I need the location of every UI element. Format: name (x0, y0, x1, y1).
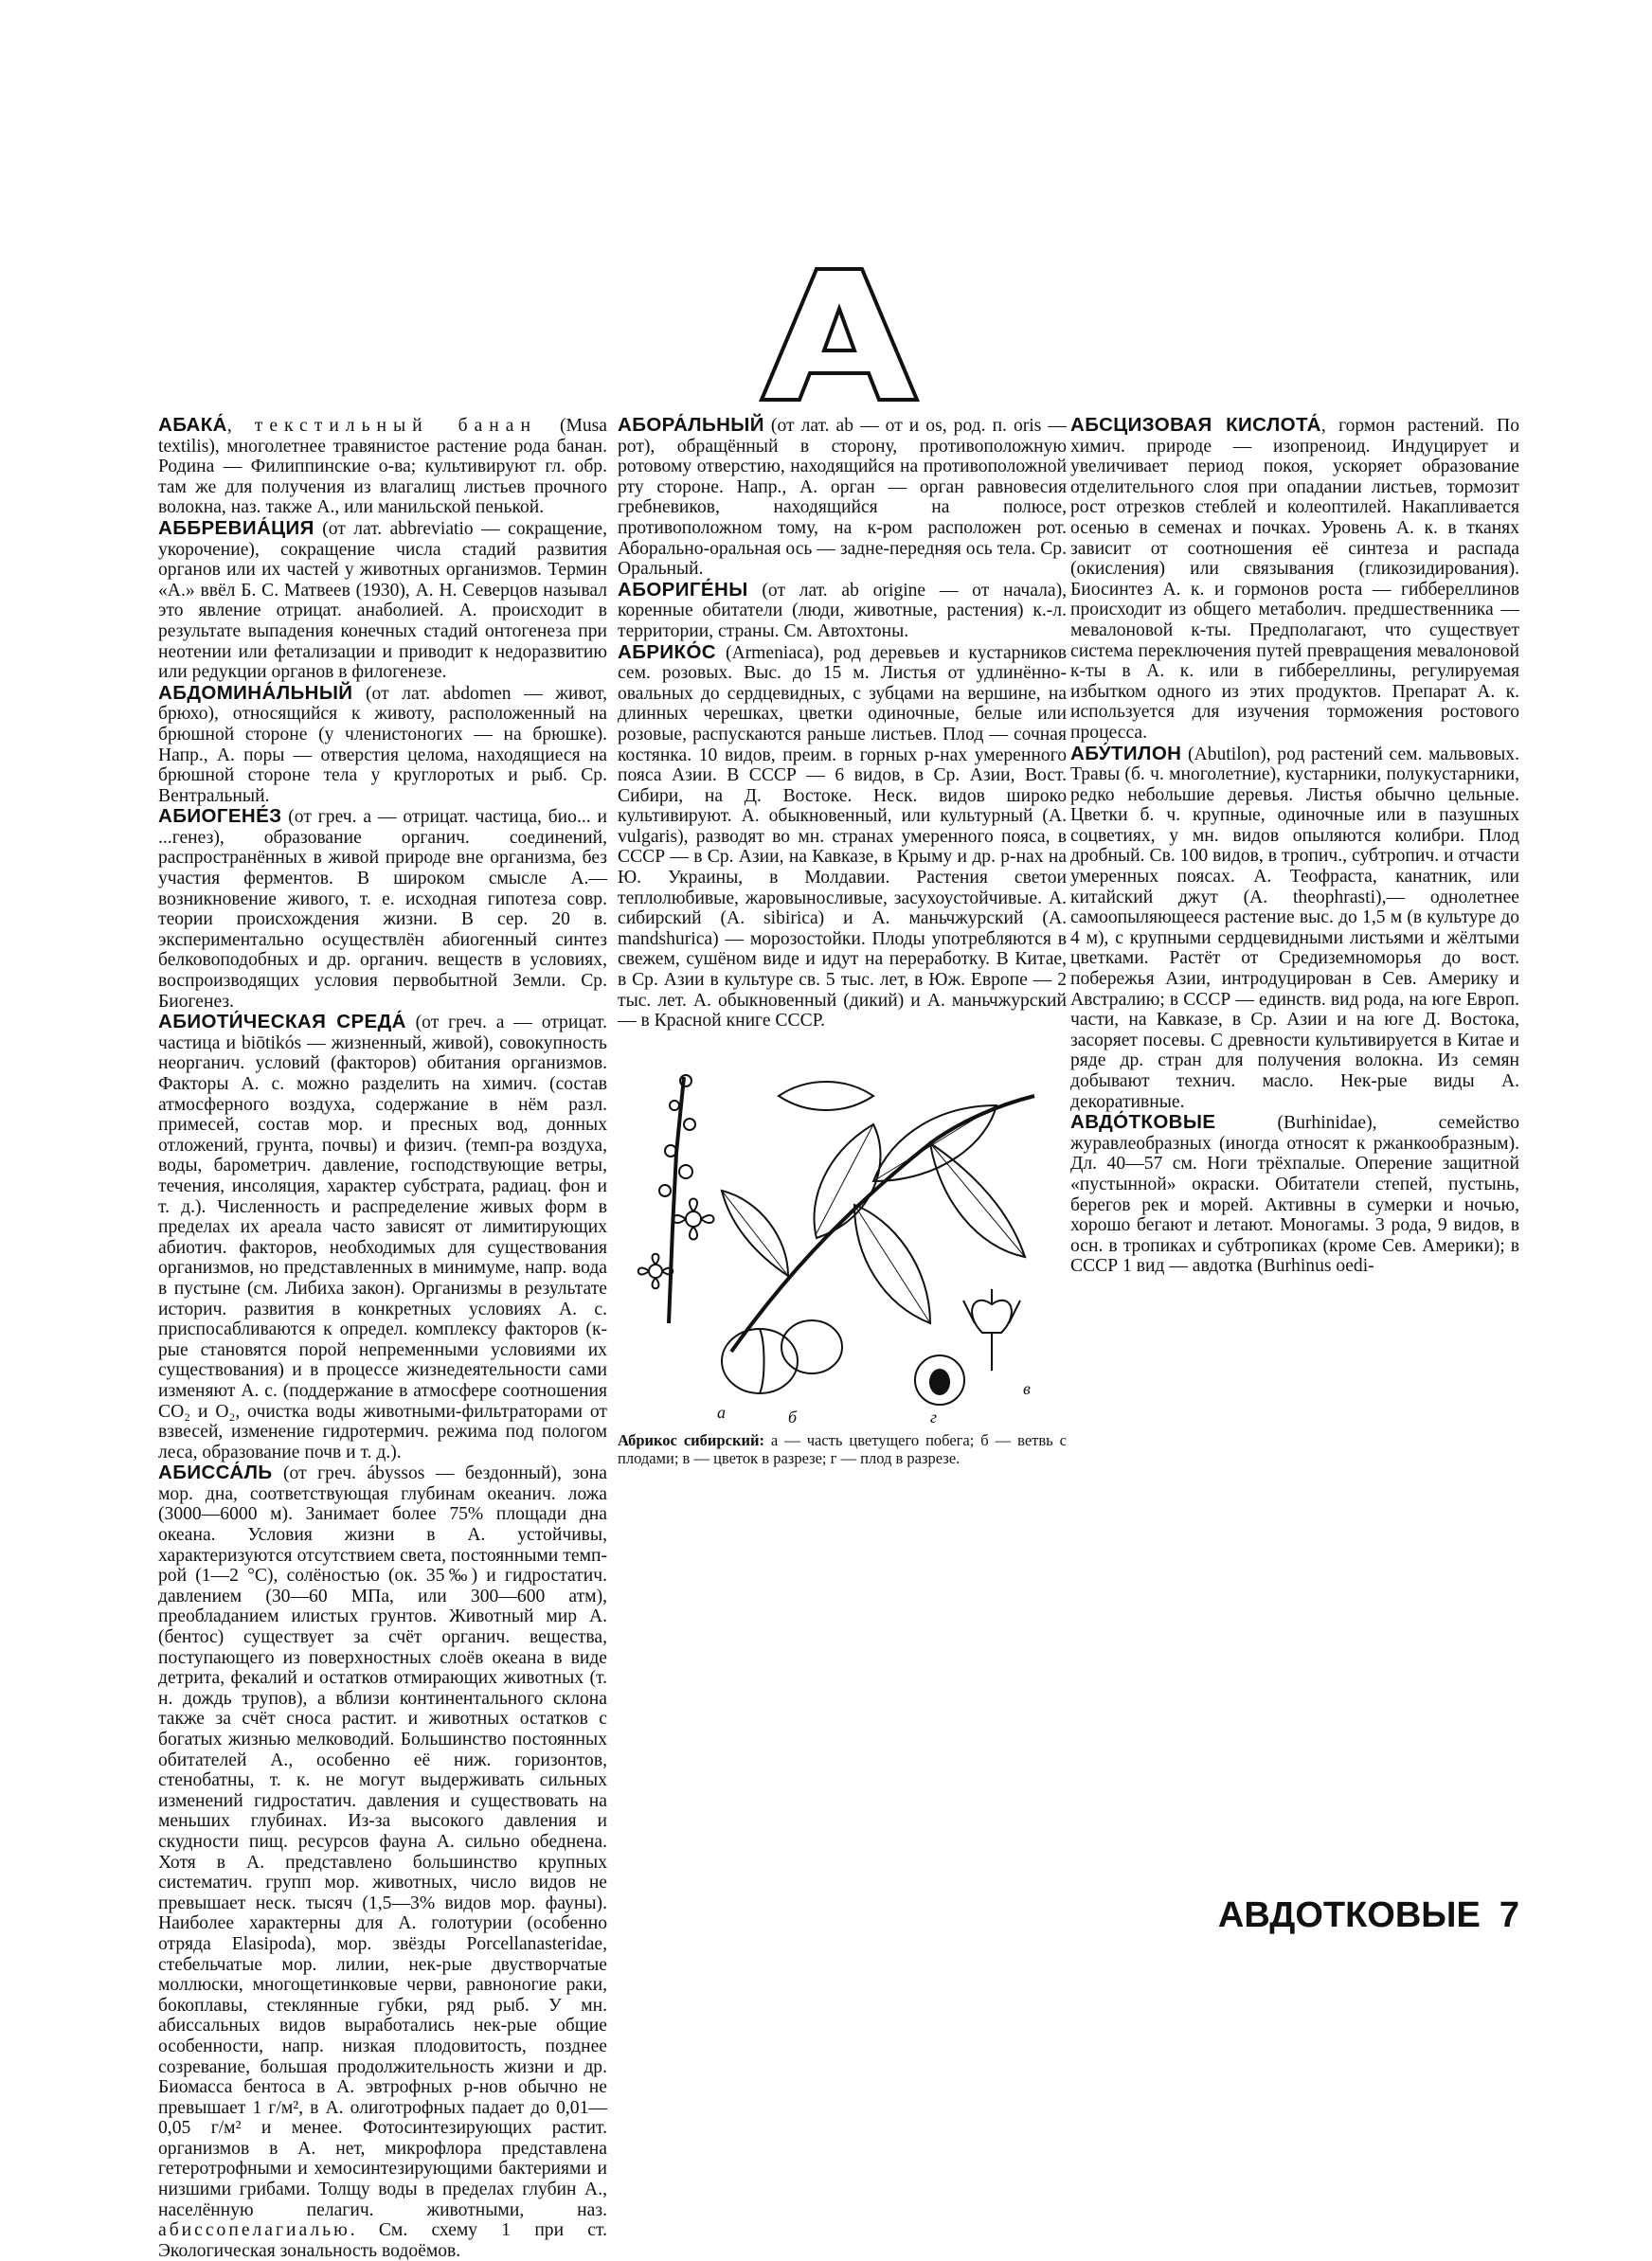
spaced-term: текстильный банан (254, 416, 537, 436)
entry-abioticheskaya (158, 1012, 607, 1462)
apricot-branch-drawing (618, 1039, 1067, 1427)
entry-abutilon (1070, 744, 1519, 1113)
text-column-3 (1070, 415, 1519, 2082)
entry-text: (от лат. ab origine — от начала), коренные обитатели (люди, животные, растения) к.-л. территории, страны. См. Автохтоны. (618, 580, 1067, 641)
headword: АБАКА́ (158, 414, 227, 436)
entry-abdominalny (158, 683, 607, 807)
entry-text: (от греч. а — отрицат. частица и biōtikós — жизненный, живой), совокупность неорганич. условий (факторов) обитания организмов. Факторы А. с. можно разделить на химич. (состав атмосферного воздуха, содержание в нём разл. примесей, состав мор. и пресных вод, донных отложений, грунта, почвы) и физич. (темп-ра воздуха, воды, барометрич. давление, господствующие ветры, течения, инсоляция, характер субстрата, радиац. фон и т. д.). Численность и распределение живых форм в пределах их ареала часто зависят от лимитирующих абиотич. факторов, необходимых для существования организмов, но представленных в минимуме, напр. вода в пустыне (см. Либиха закон). Организмы в результате историч. развития в конкретных условиях А. с. приспосабливаются к определ. комплексу факторов (к-рые становятся порой непременными условиями их существования) и в процессе жизнедеятельности сами изменяют А. с. (поддержание в атмосфере соотношения CO₂ и O₂, очистка воды животными-фильтраторами от взвесей, изменение гидротермич. режима под пологом леса, образование почв и т. д.). (158, 1013, 607, 1462)
section-letter-a (758, 263, 921, 405)
entry-aborigeny (618, 580, 1067, 642)
entry-text: (Abutilon), род растений сем. мальвовых. Травы (б. ч. многолетние), кустарники, полукустарники, редко небольшие деревья. Листья обычно цельные. Цветки б. ч. крупные, одиночные или в пазушных соцветиях, у мн. видов опыляются колибри. Плод дробный. Св. 100 видов, в тропич., субтропич. и отчасти умеренных поясах. А. Теофраста, канатник, или китайский джут (A. theophrasti),— однолетнее самоопыляющееся растение выс. до 1,5 м (в культуре до 4 м), с крупными сердцевидными листьями и жёлтыми цветками. Растёт от Средиземноморья до вост. побережья Азии, интродуцирован в Сев. Америку и Австралию; в СССР — единств. вид рода, на юге Европ. части, на Кавказе, в Ср. Азии и на юге Д. Востока, засоряет посевы. С древности культивируется в Китае и ряде др. стран для получения волокна. Из семян добывают технич. масло. Нек-рые виды А. декоративные. (1070, 744, 1519, 1112)
page-footer (1197, 1893, 1519, 1938)
entry-text: (от лат. ab — от и os, род. п. oris — рот), обращённый в сторону, противоположную ротовому отверстию, находящийся на противоположной рту стороне. Напр., А. орган — орган равновесия гребневиков, находящийся на полюсе, противоположном тому, на к-ром расположен рот. Аборально-оральная ось — задне-передняя ось тела. Ср. Оральный. (618, 416, 1067, 580)
text-column-2 (618, 415, 1067, 2082)
figure-caption (618, 1431, 1067, 1467)
running-head: АВДОТКОВЫЕ (1217, 1895, 1481, 1935)
entry-text: (Burhinidae), семейство журавлеобразных (иногда относят к ржанкообразным). Дл. 40—57 см. Ноги трёхпалые. Оперение защитной «пустынной» окраски. Обитатели степей, пустынь, берегов рек и морей. Активны в сумерки и ночью, хорошо бегают и летают. Моногамы. 3 рода, 9 видов, в осн. в тропиках и субтропиках (кроме Сев. Америки); в СССР 1 вид — авдотка (Burhinus oedi- (1070, 1113, 1519, 1277)
entry-abiogenez (158, 806, 607, 1012)
headword: АБРИКО́С (618, 640, 717, 663)
headword: АВДО́ТКОВЫЕ (1070, 1111, 1216, 1134)
entry-text: (от греч. а — отрицат. частица, био... и ...генез), образование органич. соединений, распространённых в живой природе вне организма, без участия ферментов. В широком смысле А.— возникновение живого, т. е. исходная гипотеза совр. теории происхождения жизни. В сер. 20 в. экспериментально осуществлён абиогенный синтез белковоподобных и др. органич. веществ в условиях, воспроизводящих условия первобытной Земли. Ср. Биогенез. (158, 807, 607, 1012)
outlined-letter-a-icon (758, 263, 921, 405)
entry-aboralny (618, 415, 1067, 580)
entry-abissal (158, 1462, 607, 2261)
headword: АБИССА́ЛЬ (158, 1462, 273, 1484)
entry-abbreviatsiya (158, 518, 607, 683)
caption-title: Абрикос сибирский: (618, 1430, 764, 1449)
headword: АБИОТИ́ЧЕСКАЯ СРЕДА́ (158, 1011, 406, 1033)
apricot-illustration (618, 1039, 1067, 1484)
headword: АБИОГЕНЕ́З (158, 805, 282, 828)
figure-label-b: б (788, 1407, 798, 1427)
caption-text: а — часть цветущего побега; б — ветвь с плодами; в — цветок в разрезе; г — плод в разрезе. (618, 1430, 1067, 1467)
entry-abaka: АБАКА́, текстильный банан (Musa textilis), многолетнее травянистое растение рода банан. Родина — Филиппинские о-ва; культивируют гл. обр. там же для получения из влагалищ листьев прочного волокна, наз. также А., или манильской пенькой. (158, 414, 608, 518)
headword: АББРЕВИА́ЦИЯ (158, 516, 314, 539)
entry-text: (от лат. abdomen — живот, брюхо), относящийся к животу, расположенный на брюшной стороне (у членистоногих — на брюшке). Напр., А. поры — отверстия целома, находящиеся на брюшной стороне тела у круглоротых и рыб. Ср. Вентральный. (158, 683, 607, 806)
figure-label-v: в (1023, 1378, 1031, 1398)
entry-text: (от греч. ábyssos — бездонный), зона мор. дна, соответствующая глубинам океанич. ложа (3000—6000 м). Занимает более 75% площади дна океана. Условия жизни в А. устойчивы, характеризуются отсутствием света, постоянными темп-рой (1—2 °С), солёностью (ок. 35‰) и гидростатич. давлением (30—60 МПа, или 300—600 атм), преобладанием илистых грунтов. Животный мир А. (бентос) существует за счёт органич. вещества, поступающего из поверхностных слоёв океана в виде детрита, фекалий и остатков отмирающих животных (т. н. дождь трупов), а вблизи континентального склона также за счёт сноса растит. и животных остатков с богатых жизнью мелководий. Большинство постоянных обитателей А., особенно её ниж. горизонтов, стенобатны, т. к. не могут выдерживать сильных изменений гидростатич. давления и существовать на меньших глубинах. Из-за высокого давления и скудности пищ. ресурсов фауна А. сильно обеднена. Хотя в А. представлено большинство крупных систематич. групп мор. животных, число видов не превышает неск. тысяч (1,5—3% видов мор. фауны). Наиболее характерны для А. голотурии (особенно отряда Elasipoda), мор. звёзды Porcellanasteridae, стебельчатые мор. лилии, нек-рые двустворчатые моллюски, многощетинковые черви, равноногие раки, бокоплавы, стеклянные губки, ряд рыб. У мн. абиссальных видов выработались нек-рые общие особенности, напр. низкая плодовитость, позднее созревание, большая продолжительность жизни и др. Биомасса бентоса в А. эвтрофных р-нов обычно не превышает 1 г/м², в А. олиготрофных падает до 0,01—0,05 г/м² и менее. Фотосинтезирующих растит. организмов в А. нет, микрофлора представлена гетеротрофными и хемосинтезирующими бактериями и низшими грибами. Толщу воды в пределах глубин А., населённую пелагич. животными, наз. (158, 1463, 607, 2220)
headword: АБСЦИЗОВАЯ КИСЛОТА́ (1070, 414, 1321, 436)
headword: АБОРА́ЛЬНЫЙ (618, 414, 764, 436)
entry-text: (Armeniaca), род деревьев и кустарников сем. розовых. Выс. до 15 м. Листья от удлинённо-овальных до сердцевидных, с зубцами на вершине, на длинных черешках, цветки одиночные, белые или розовые, распускаются раньше листьев. Плод — сочная костянка. 10 видов, преим. в горных р-нах умеренного пояса Азии. В СССР — 6 видов, в Ср. Азии, Вост. Сибири, на Д. Востоке. Неск. видов широко культивируют. А. обыкновенный, или культурный (A. vulgaris), разводят во мн. странах умеренного пояса, в СССР — в Ср. Азии, на Кавказе, в Крыму и др. р-нах на Ю. Украины, в Молдавии. Растения светои теплолюбивые, жаровыносливые, засухоустойчивые. А. сибирский (A. sibirica) и А. маньчжурский (A. mandshurica) — морозостойки. Плоды употребляются в свежем, сушёном виде и идут на переработку. В Китае, в Ср. Азии в культуре св. 5 тыс. лет, в Юж. Европе — 2 тыс. лет. А. обыкновенный (дикий) и А. маньчжурский — в Красной книге СССР. (618, 642, 1067, 1032)
entry-text-end: . См. схему 1 при ст. Экологическая зональность водоёмов. (158, 2220, 607, 2261)
entry-text: (от лат. abbreviatio — сокращение, укорочение), сокращение числа стадий развития органов или их частей у животных организмов. Термин «А.» ввёл Б. С. Матвеев (1930), А. Н. Северцов называл это явление отрицат. анаболией. А. происходит в результате выпадения конечных стадий онтогенеза при неотении или фетализации и приводит к недоразвитию или редукции органов в филогенезе. (158, 518, 607, 683)
entry-avdotkovye (1070, 1112, 1519, 1277)
entry-abrikos (618, 642, 1067, 1032)
text-column-1 (158, 414, 608, 2261)
entry-abtsizovaya (1070, 415, 1519, 744)
headword: АБУ́ТИЛОН (1070, 742, 1182, 764)
spaced-term: абиссопелагиалью (158, 2220, 350, 2241)
page-number: 7 (1499, 1895, 1519, 1935)
figure-label-g: г (930, 1407, 938, 1427)
entry-text: (Musa textilis), многолетнее травянистое растение рода банан. Родина — Филиппинские о-ва; культивируют гл. обр. там же для получения из влагалищ листьев прочного волокна, наз. также А., или манильской пенькой. (158, 416, 608, 518)
headword: АБОРИГЕ́НЫ (618, 578, 748, 601)
headword: АБДОМИНА́ЛЬНЫЙ (158, 681, 353, 704)
entry-text: , гормон растений. По химич. природе — изопреноид. Индуцирует и увеличивает период покоя, ускоряет образование отделительного слоя при опадании листьев, тормозит рост отрезков стеблей и колеоптилей. Накапливается осенью в семенах и почках. Уровень А. к. в тканях зависит от соотношения её синтеза и распада (окисления) или связывания (гликозидирования). Биосинтез А. к. и гормонов роста — гиббереллинов происходит из общего метаболич. предшественника — мевалоновой к-ты. Предполагают, что существует система переключения путей превращения мевалоновой к-ты в А. к. или в гиббереллины, регулируемая избытком одного из этих продуктов. Препарат А. к. используется для изучения торможения ростового процесса. (1070, 416, 1519, 743)
figure-label-a: а (717, 1402, 726, 1422)
